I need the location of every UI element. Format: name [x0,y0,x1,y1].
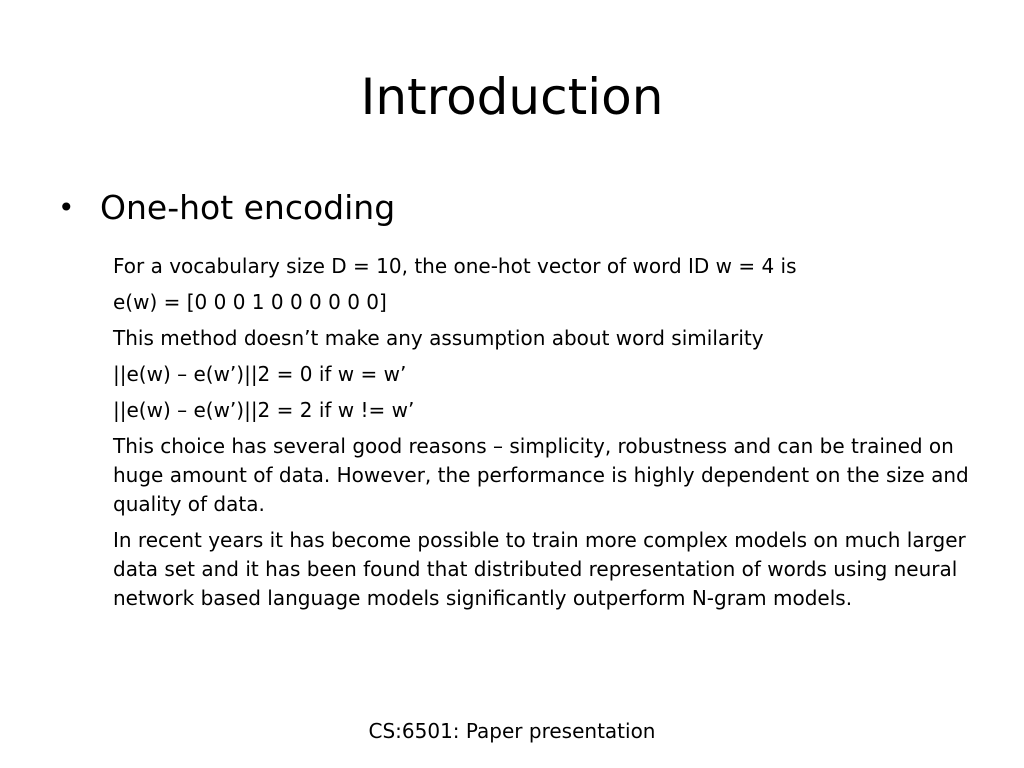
paragraph-reasons: This choice has several good reasons – simplicity, robustness and can be trained on huge amount of data. However, the performance is highly dependent on the size and quality of data. [113,434,969,516]
bullet-text: One-hot encoding [100,188,396,227]
paragraph-vocabulary-example: For a vocabulary size D = 10, the one-hot vector of word ID w = 4 is [113,254,797,278]
paragraph-similarity-assumption: This method doesn’t make any assumption about word similarity [113,326,764,350]
slide-body [113,252,973,620]
paragraph-encoding-vector: e(w) = [0 0 0 1 0 0 0 0 0 0] [113,290,387,314]
paragraph-recent-years: In recent years it has become possible to train more complex models on much larger data set and it has been found that distributed representation of words using neural network based language models significantly outperform N-gram models. [113,528,966,610]
paragraph-distance-equal: ||e(w) – e(w’)||2 = 0 if w = w’ [113,362,407,386]
bullet-item [58,186,958,230]
bullet-marker: • [58,191,75,224]
slide-title: Introduction [360,68,664,126]
slide-footer: CS:6501: Paper presentation [368,719,656,743]
paragraph-distance-unequal: ||e(w) – e(w’)||2 = 2 if w != w’ [113,398,415,422]
